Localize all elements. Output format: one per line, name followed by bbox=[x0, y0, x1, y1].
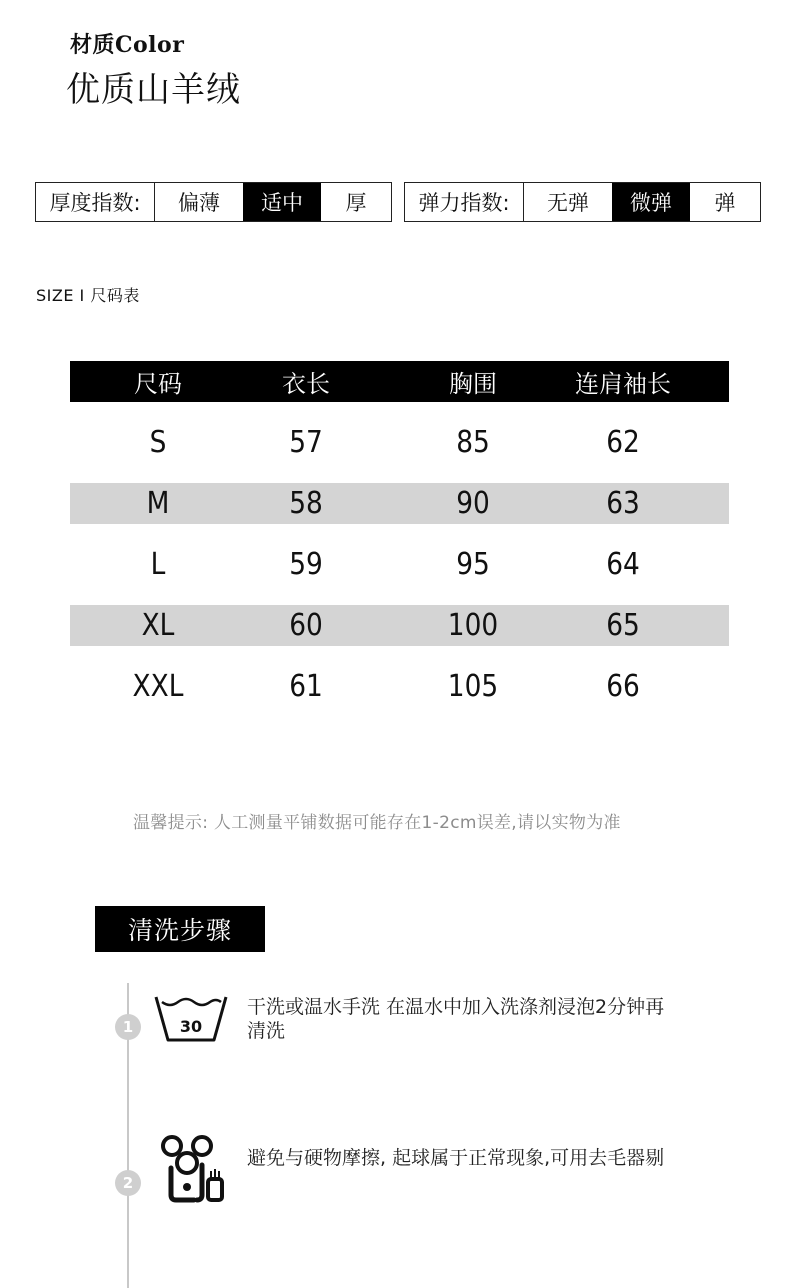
cell-chest: 90 bbox=[456, 486, 490, 521]
cell-length: 58 bbox=[289, 486, 323, 521]
cell-size: XL bbox=[141, 608, 175, 643]
table-row bbox=[70, 666, 729, 707]
measurement-note: 温馨提示: 人工测量平铺数据可能存在1-2cm误差,请以实物为准 bbox=[133, 813, 621, 833]
material-title: 材质Color bbox=[70, 32, 185, 58]
table-row bbox=[70, 544, 729, 585]
step-number-2: 2 bbox=[115, 1170, 141, 1196]
elasticity-option-slight: 微弹 bbox=[612, 183, 690, 221]
cell-sleeve: 65 bbox=[606, 608, 640, 643]
cell-sleeve: 62 bbox=[606, 425, 640, 460]
cell-sleeve: 63 bbox=[606, 486, 640, 521]
cell-size: S bbox=[149, 425, 167, 460]
size-table-header bbox=[70, 361, 729, 402]
table-row bbox=[70, 605, 729, 646]
cell-length: 59 bbox=[289, 547, 323, 582]
thickness-index-bar bbox=[35, 182, 392, 222]
cell-chest: 105 bbox=[447, 669, 499, 704]
size-table bbox=[70, 361, 729, 707]
step-number-1: 1 bbox=[115, 1014, 141, 1040]
thickness-index-label: 厚度指数: bbox=[36, 183, 155, 221]
cell-length: 60 bbox=[289, 608, 323, 643]
elasticity-option-elastic: 弹 bbox=[714, 191, 736, 215]
cell-chest: 85 bbox=[456, 425, 490, 460]
thickness-option-medium: 适中 bbox=[243, 183, 321, 221]
cell-length: 61 bbox=[289, 669, 323, 704]
header-sleeve: 连肩袖长 bbox=[575, 370, 671, 398]
wash-temperature: 30 bbox=[179, 1017, 203, 1036]
cell-sleeve: 64 bbox=[606, 547, 640, 582]
cell-chest: 100 bbox=[447, 608, 499, 643]
step-2-text: 避免与硬物摩擦, 起球属于正常现象,可用去毛器剔 bbox=[247, 1147, 665, 1169]
step-1-text: 干洗或温水手洗 在温水中加入洗涤剂浸泡2分钟再清洗 bbox=[247, 996, 665, 1042]
cell-chest: 95 bbox=[456, 547, 490, 582]
elasticity-index-label: 弹力指数: bbox=[405, 183, 524, 221]
header-size: 尺码 bbox=[134, 370, 182, 398]
cell-sleeve: 66 bbox=[606, 669, 640, 704]
header-length: 衣长 bbox=[282, 370, 330, 398]
elasticity-index-bar bbox=[404, 182, 761, 222]
table-row bbox=[70, 422, 729, 463]
cell-size: M bbox=[146, 486, 170, 521]
cell-size: XXL bbox=[132, 669, 184, 704]
washing-steps-title: 清洗步骤 bbox=[95, 906, 265, 952]
elasticity-option-none: 无弹 bbox=[547, 191, 589, 215]
hand-wash-30-icon bbox=[153, 993, 229, 1049]
lint-remover-icon bbox=[160, 1133, 228, 1207]
header-chest: 胸围 bbox=[449, 370, 497, 398]
material-value: 优质山羊绒 bbox=[66, 70, 241, 110]
cell-size: L bbox=[150, 547, 166, 582]
size-chart-heading: SIZE I 尺码表 bbox=[36, 286, 140, 305]
thickness-option-thin: 偏薄 bbox=[178, 191, 220, 215]
thickness-option-thick: 厚 bbox=[345, 191, 367, 215]
cell-length: 57 bbox=[289, 425, 323, 460]
table-row bbox=[70, 483, 729, 524]
